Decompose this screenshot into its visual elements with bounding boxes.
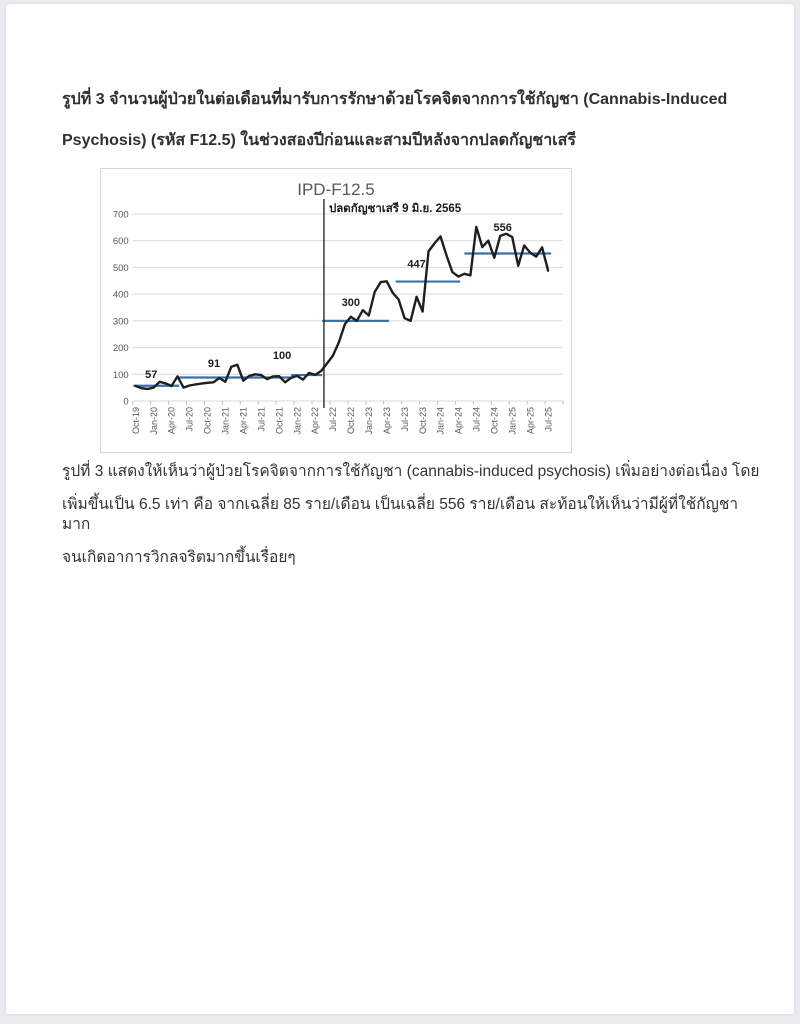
heading-line-2: Psychosis) (รหัส F12.5) ในช่วงสองปีก่อนและสามปีหลังจากปลดกัญชาเสรี bbox=[62, 132, 576, 149]
x-tick-label-Oct-21: Oct-21 bbox=[274, 407, 285, 435]
y-tick-label: 200 bbox=[112, 343, 129, 355]
avg-data-label-300: 300 bbox=[341, 296, 361, 309]
y-tick-label: 400 bbox=[112, 289, 129, 301]
x-tick-label-Jan-20: Jan-20 bbox=[148, 407, 159, 435]
x-tick-label-Apr-24: Apr-24 bbox=[453, 407, 464, 435]
body-line-2: เพิ่มขึ้นเป็น 6.5 เท่า คือ จากเฉลี่ย 85 ราย/เดือน เป็นเฉลี่ย 556 ราย/เดือน สะท้อนให้เห็นว่ามีผู้ที่ใช้กัญชามาก bbox=[62, 496, 739, 533]
avg-data-label-447: 447 bbox=[407, 258, 426, 271]
avg-data-label-91: 91 bbox=[207, 358, 221, 371]
chart-canvas bbox=[101, 169, 569, 450]
figure-caption-heading bbox=[62, 90, 752, 151]
x-tick-label-Jul-25: Jul-25 bbox=[543, 407, 554, 432]
chart-title: IPD-F12.5 bbox=[297, 180, 375, 199]
event-line-annotation: ปลดกัญชาเสรี 9 มิ.ย. 2565 bbox=[328, 203, 462, 215]
x-tick-label-Jul-24: Jul-24 bbox=[471, 407, 482, 432]
x-tick-label-Oct-24: Oct-24 bbox=[489, 407, 500, 435]
x-tick-label-Jan-25: Jan-25 bbox=[507, 407, 518, 435]
x-tick-label-Jul-23: Jul-23 bbox=[399, 407, 410, 432]
x-tick-label-Jan-22: Jan-22 bbox=[292, 407, 303, 435]
y-tick-label: 600 bbox=[112, 236, 129, 248]
avg-data-label-57: 57 bbox=[145, 369, 158, 382]
body-line-1: รูปที่ 3 แสดงให้เห็นว่าผู้ป่วยโรคจิตจากการใช้กัญชา (cannabis-induced psychosis) เพิ่มอย่างต่อเนื่อง โดย bbox=[62, 463, 760, 480]
y-tick-label: 300 bbox=[112, 316, 129, 328]
document-page bbox=[6, 4, 794, 1014]
x-tick-label-Apr-22: Apr-22 bbox=[310, 407, 321, 435]
x-tick-label-Apr-20: Apr-20 bbox=[166, 407, 177, 435]
x-tick-label-Jan-21: Jan-21 bbox=[220, 407, 231, 435]
x-tick-label-Oct-22: Oct-22 bbox=[346, 407, 357, 435]
figure-description-paragraph bbox=[62, 462, 762, 568]
x-tick-label-Jan-23: Jan-23 bbox=[363, 407, 374, 435]
x-tick-label-Oct-20: Oct-20 bbox=[202, 407, 213, 435]
x-tick-label-Apr-21: Apr-21 bbox=[238, 407, 249, 435]
x-tick-label-Jul-22: Jul-22 bbox=[328, 407, 339, 432]
heading-line-1: รูปที่ 3 จำนวนผู้ป่วยในต่อเดือนที่มารับการรักษาด้วยโรคจิตจากการใช้กัญชา (Cannabis-Induced bbox=[62, 91, 728, 108]
x-tick-label-Jan-24: Jan-24 bbox=[435, 407, 446, 435]
y-tick-label: 700 bbox=[112, 209, 129, 221]
x-tick-label-Apr-25: Apr-25 bbox=[525, 407, 536, 435]
x-tick-label-Jul-20: Jul-20 bbox=[184, 407, 195, 432]
x-tick-label-Oct-23: Oct-23 bbox=[417, 407, 428, 435]
ipd-f125-chart bbox=[100, 168, 572, 453]
x-tick-label-Apr-23: Apr-23 bbox=[381, 407, 392, 435]
avg-data-label-556: 556 bbox=[493, 222, 512, 235]
y-tick-label: 500 bbox=[112, 262, 129, 274]
y-tick-label: 100 bbox=[112, 369, 129, 381]
body-line-3: จนเกิดอาการวิกลจริตมากขึ้นเรื่อยๆ bbox=[62, 549, 296, 566]
x-tick-label-Jul-21: Jul-21 bbox=[256, 407, 267, 432]
avg-data-label-100: 100 bbox=[272, 350, 292, 363]
x-tick-label-Oct-19: Oct-19 bbox=[130, 407, 141, 435]
y-tick-label: 0 bbox=[123, 396, 129, 408]
